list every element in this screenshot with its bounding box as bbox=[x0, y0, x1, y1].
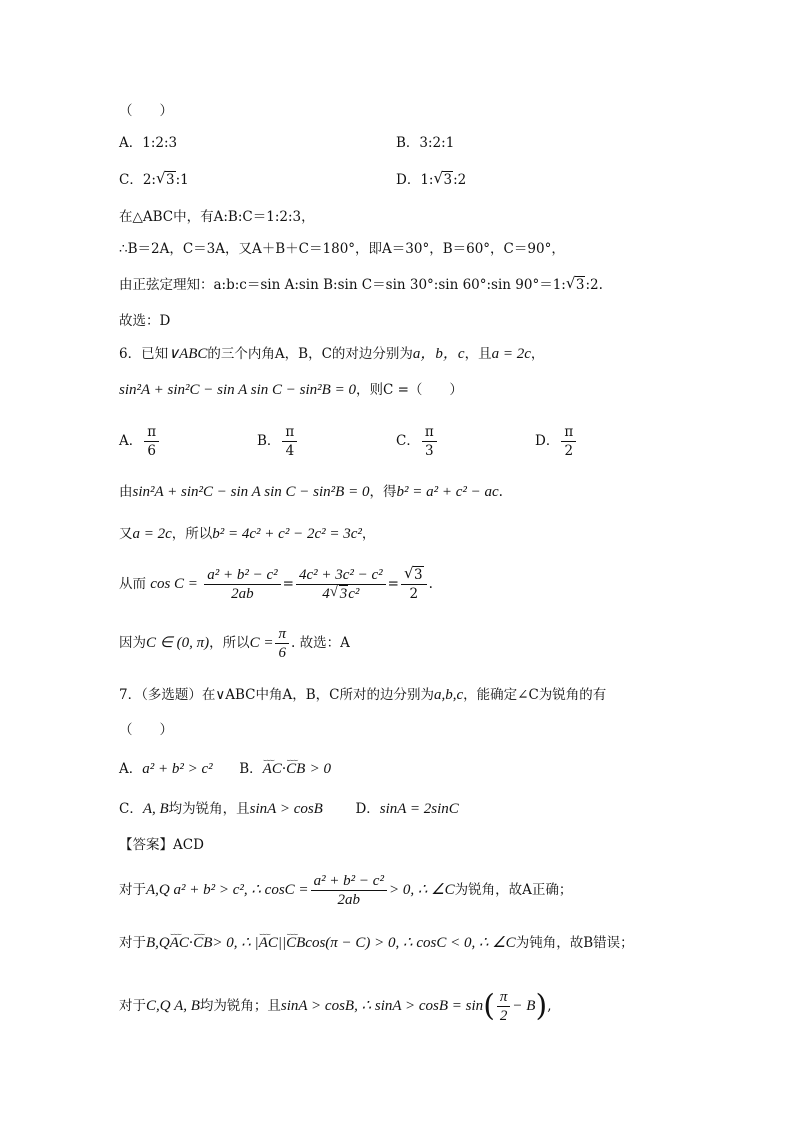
q6-option-c: C． $\frac{\pi}{3}$ bbox=[396, 423, 439, 460]
vector-cb: ⌣⌣⌣ CB bbox=[193, 933, 212, 953]
left-paren: ( bbox=[483, 988, 495, 1024]
q6-solution-line-1: 由sin²A + sin²C − sin A sin C − sin²B = 0，得b² = a² + c² − ac. bbox=[119, 484, 503, 500]
sqrt-symbol: √ 3 bbox=[566, 275, 586, 295]
q5-solution-line-3: 由正弦定理知：a:b:c＝sin A:sin B:sin C＝sin 30°:sin 60°:sin 90°＝1:√ 3:2. bbox=[119, 275, 603, 295]
sqrt-symbol: √ 3 bbox=[433, 170, 453, 190]
q6-option-d: D． $\frac{\pi}{2}$ bbox=[535, 423, 578, 460]
q7-options-ab: A．a² + b² > c² B．⌣⌣⌣ AC·⌣⌣⌣ CB > 0 bbox=[119, 759, 331, 779]
q5-paren: （ ） bbox=[119, 103, 173, 119]
vector-ac: ⌣⌣⌣ AC bbox=[259, 933, 278, 953]
vector-cb: ⌣⌣⌣ CB bbox=[286, 759, 305, 779]
fraction: $\frac{\text{4c² + 3c² − c²}}{\text{4√ 3c²}}$ bbox=[296, 566, 386, 603]
q7-options-cd: C．A, B均为锐角，且sinA > cosB D．sinA = 2sinC bbox=[119, 801, 459, 817]
q6-solution-line-4: 因为C ∈ (0, π)，所以C = $\frac{\pi}{6}$ . 故选：A bbox=[119, 626, 350, 661]
q5-option-b: B．3:2:1 bbox=[396, 135, 455, 151]
fraction: $\frac{\pi}{4}$ bbox=[282, 423, 297, 460]
q6-solution-line-3: 从而 cos C = $\frac{\text{a² + b² − c²}}{2ab}$ = $\frac{\text{4c² + 3c² − c²}}{\text{4√ 3c²}}$ = √ $\frac{3}{2}$ . bbox=[119, 566, 433, 603]
fraction: $\frac{\pi}{6}$ bbox=[144, 423, 159, 460]
fraction: √ $\frac{3}{2}$ bbox=[401, 566, 427, 603]
q6-stem-line-2: sin²A + sin²C − sin A sin C − sin²B = 0，则C =（ ） bbox=[119, 382, 463, 398]
fraction: $\frac{\pi}{2}$ bbox=[561, 423, 576, 460]
q5-solution-line-2: ∴B＝2A，C＝3A，又A＋B＋C＝180°，即A＝30°，B＝60°，C＝90°， bbox=[119, 241, 565, 257]
fraction: $\frac{\pi}{3}$ bbox=[422, 423, 437, 460]
vector-ac: ⌣⌣⌣ AC bbox=[263, 759, 282, 779]
sqrt-symbol: √ 3 bbox=[404, 566, 424, 584]
q7-solution-c: 对于C,Q A, B均为锐角；且sinA > cosB, ∴ sinA > cosB = sin( $\frac{\pi}{2}$ − B), bbox=[119, 988, 552, 1024]
q5-option-c: C．2:√ 3:1 bbox=[119, 170, 189, 190]
q6-option-a: A． $\frac{\pi}{6}$ bbox=[119, 423, 161, 460]
q5-answer: 故选：D bbox=[119, 313, 171, 329]
q7-solution-b: 对于B,Q⌣⌣⌣ AC·⌣⌣⌣ CB> 0, ∴ |⌣⌣⌣ AC||⌣⌣⌣ CBcos(π − C) > 0, ∴ cosC < 0, ∴ ∠C为钝角，故B错误； bbox=[119, 933, 634, 953]
right-paren: ) bbox=[535, 988, 548, 1024]
sqrt-symbol: √ 3 bbox=[330, 585, 349, 603]
vector-ac: ⌣⌣⌣ AC bbox=[170, 933, 189, 953]
fraction: $\frac{\text{a² + b² − c²}}{2ab}$ bbox=[204, 566, 280, 603]
q6-option-b: B． $\frac{\pi}{4}$ bbox=[257, 423, 299, 460]
q7-stem: 7．（多选题）在∨ABC中角A，B，C所对的边分别为a,b,c，能确定∠C为锐角的有 bbox=[119, 687, 607, 703]
fraction: $\frac{\text{a² + b² − c²}}{2ab}$ bbox=[311, 872, 387, 909]
fraction: $\frac{\pi}{2}$ bbox=[497, 988, 511, 1025]
q5-solution-line-1: 在△ABC中，有A:B:C＝1:2:3， bbox=[119, 209, 315, 225]
fraction: $\frac{\pi}{6}$ bbox=[275, 625, 289, 662]
q5-option-d: D．1:√ 3:2 bbox=[396, 170, 466, 190]
q6-stem-line-1: 6．已知∨ABC的三个内角A，B，C的对边分别为a，b，c，且a = 2c， bbox=[119, 346, 545, 362]
q6-solution-line-2: 又a = 2c，所以b² = 4c² + c² − 2c² = 3c²， bbox=[119, 526, 376, 542]
q7-answer: 【答案】ACD bbox=[119, 837, 204, 853]
q5-option-a: A．1:2:3 bbox=[119, 135, 178, 151]
sqrt-symbol: √ 3 bbox=[156, 170, 176, 190]
q7-paren: （ ） bbox=[119, 722, 173, 738]
q7-solution-a: 对于A,Q a² + b² > c², ∴ cosC = $\frac{\text{a² + b² − c²}}{2ab}$ > 0, ∴ ∠C为锐角，故A正确； bbox=[119, 873, 573, 908]
vector-cb: ⌣⌣⌣ CB bbox=[286, 933, 305, 953]
